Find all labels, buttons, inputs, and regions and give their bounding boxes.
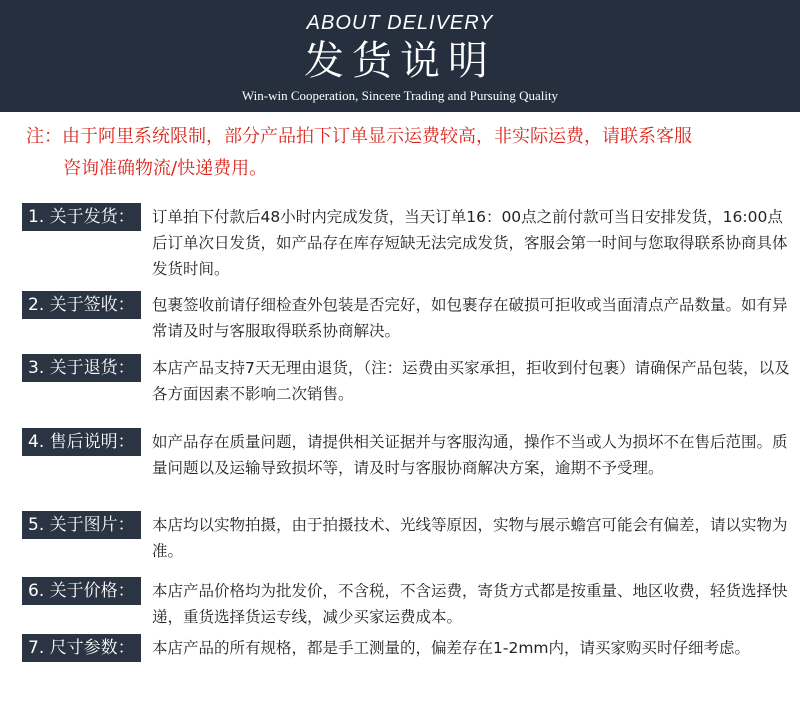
section-label: 2. 关于签收： [22, 291, 141, 319]
section-text: 包裹签收前请仔细检查外包装是否完好，如包裹存在破损可拒收或当面清点产品数量。如有异常请及时与客服取得联系协商解决。 [152, 296, 788, 340]
section-label: 1. 关于发货： [22, 203, 141, 231]
notice [26, 121, 786, 185]
section-label: 6. 关于价格： [22, 577, 141, 605]
header-banner [0, 0, 800, 112]
section-text: 本店均以实物拍摄，由于拍摄技术、光线等原因，实物与展示蟾宫可能会有偏差，请以实物为准。 [152, 516, 788, 560]
section-label: 5. 关于图片： [22, 511, 141, 539]
notice-line-1: 注：由于阿里系统限制，部分产品拍下订单显示运费较高，非实际运费，请联系客服 [26, 126, 692, 147]
section-text: 如产品存在质量问题，请提供相关证据并与客服沟通，操作不当或人为损坏不在售后范围。质量问题以及运输导致损坏等，请及时与客服协商解决方案，逾期不予受理。 [152, 433, 788, 477]
section-text: 本店产品的所有规格，都是手工测量的，偏差存在1-2mm内，请买家购买时仔细考虑。 [152, 639, 751, 657]
section-text: 本店产品支持7天无理由退货，（注：运费由买家承担，拒收到付包裹）请确保产品包装，以及各方面因素不影响二次销售。 [152, 359, 790, 403]
section-text: 本店产品价格均为批发价，不含税，不含运费，寄货方式都是按重量、地区收费，轻货选择快递，重货选择货运专线，减少买家运费成本。 [152, 582, 788, 626]
section-label: 3. 关于退货： [22, 354, 141, 382]
section-label: 4. 售后说明： [22, 428, 141, 456]
header-title-en: ABOUT DELIVERY [306, 12, 494, 34]
section-label: 7. 尺寸参数： [22, 634, 141, 662]
header-subtitle: Win-win Cooperation, Sincere Trading and Pursuing Quality [241, 88, 559, 103]
header-title-cn: 发货说明 [304, 38, 496, 84]
notice-line-2: 咨询准确物流/快递费用。 [63, 158, 268, 179]
section-text: 订单拍下付款后48小时内完成发货，当天订单16：00点之前付款可当日安排发货，16:00点后订单次日发货，如产品存在库存短缺无法完成发货，客服会第一时间与您取得联系协商具体发货时间。 [152, 208, 788, 278]
